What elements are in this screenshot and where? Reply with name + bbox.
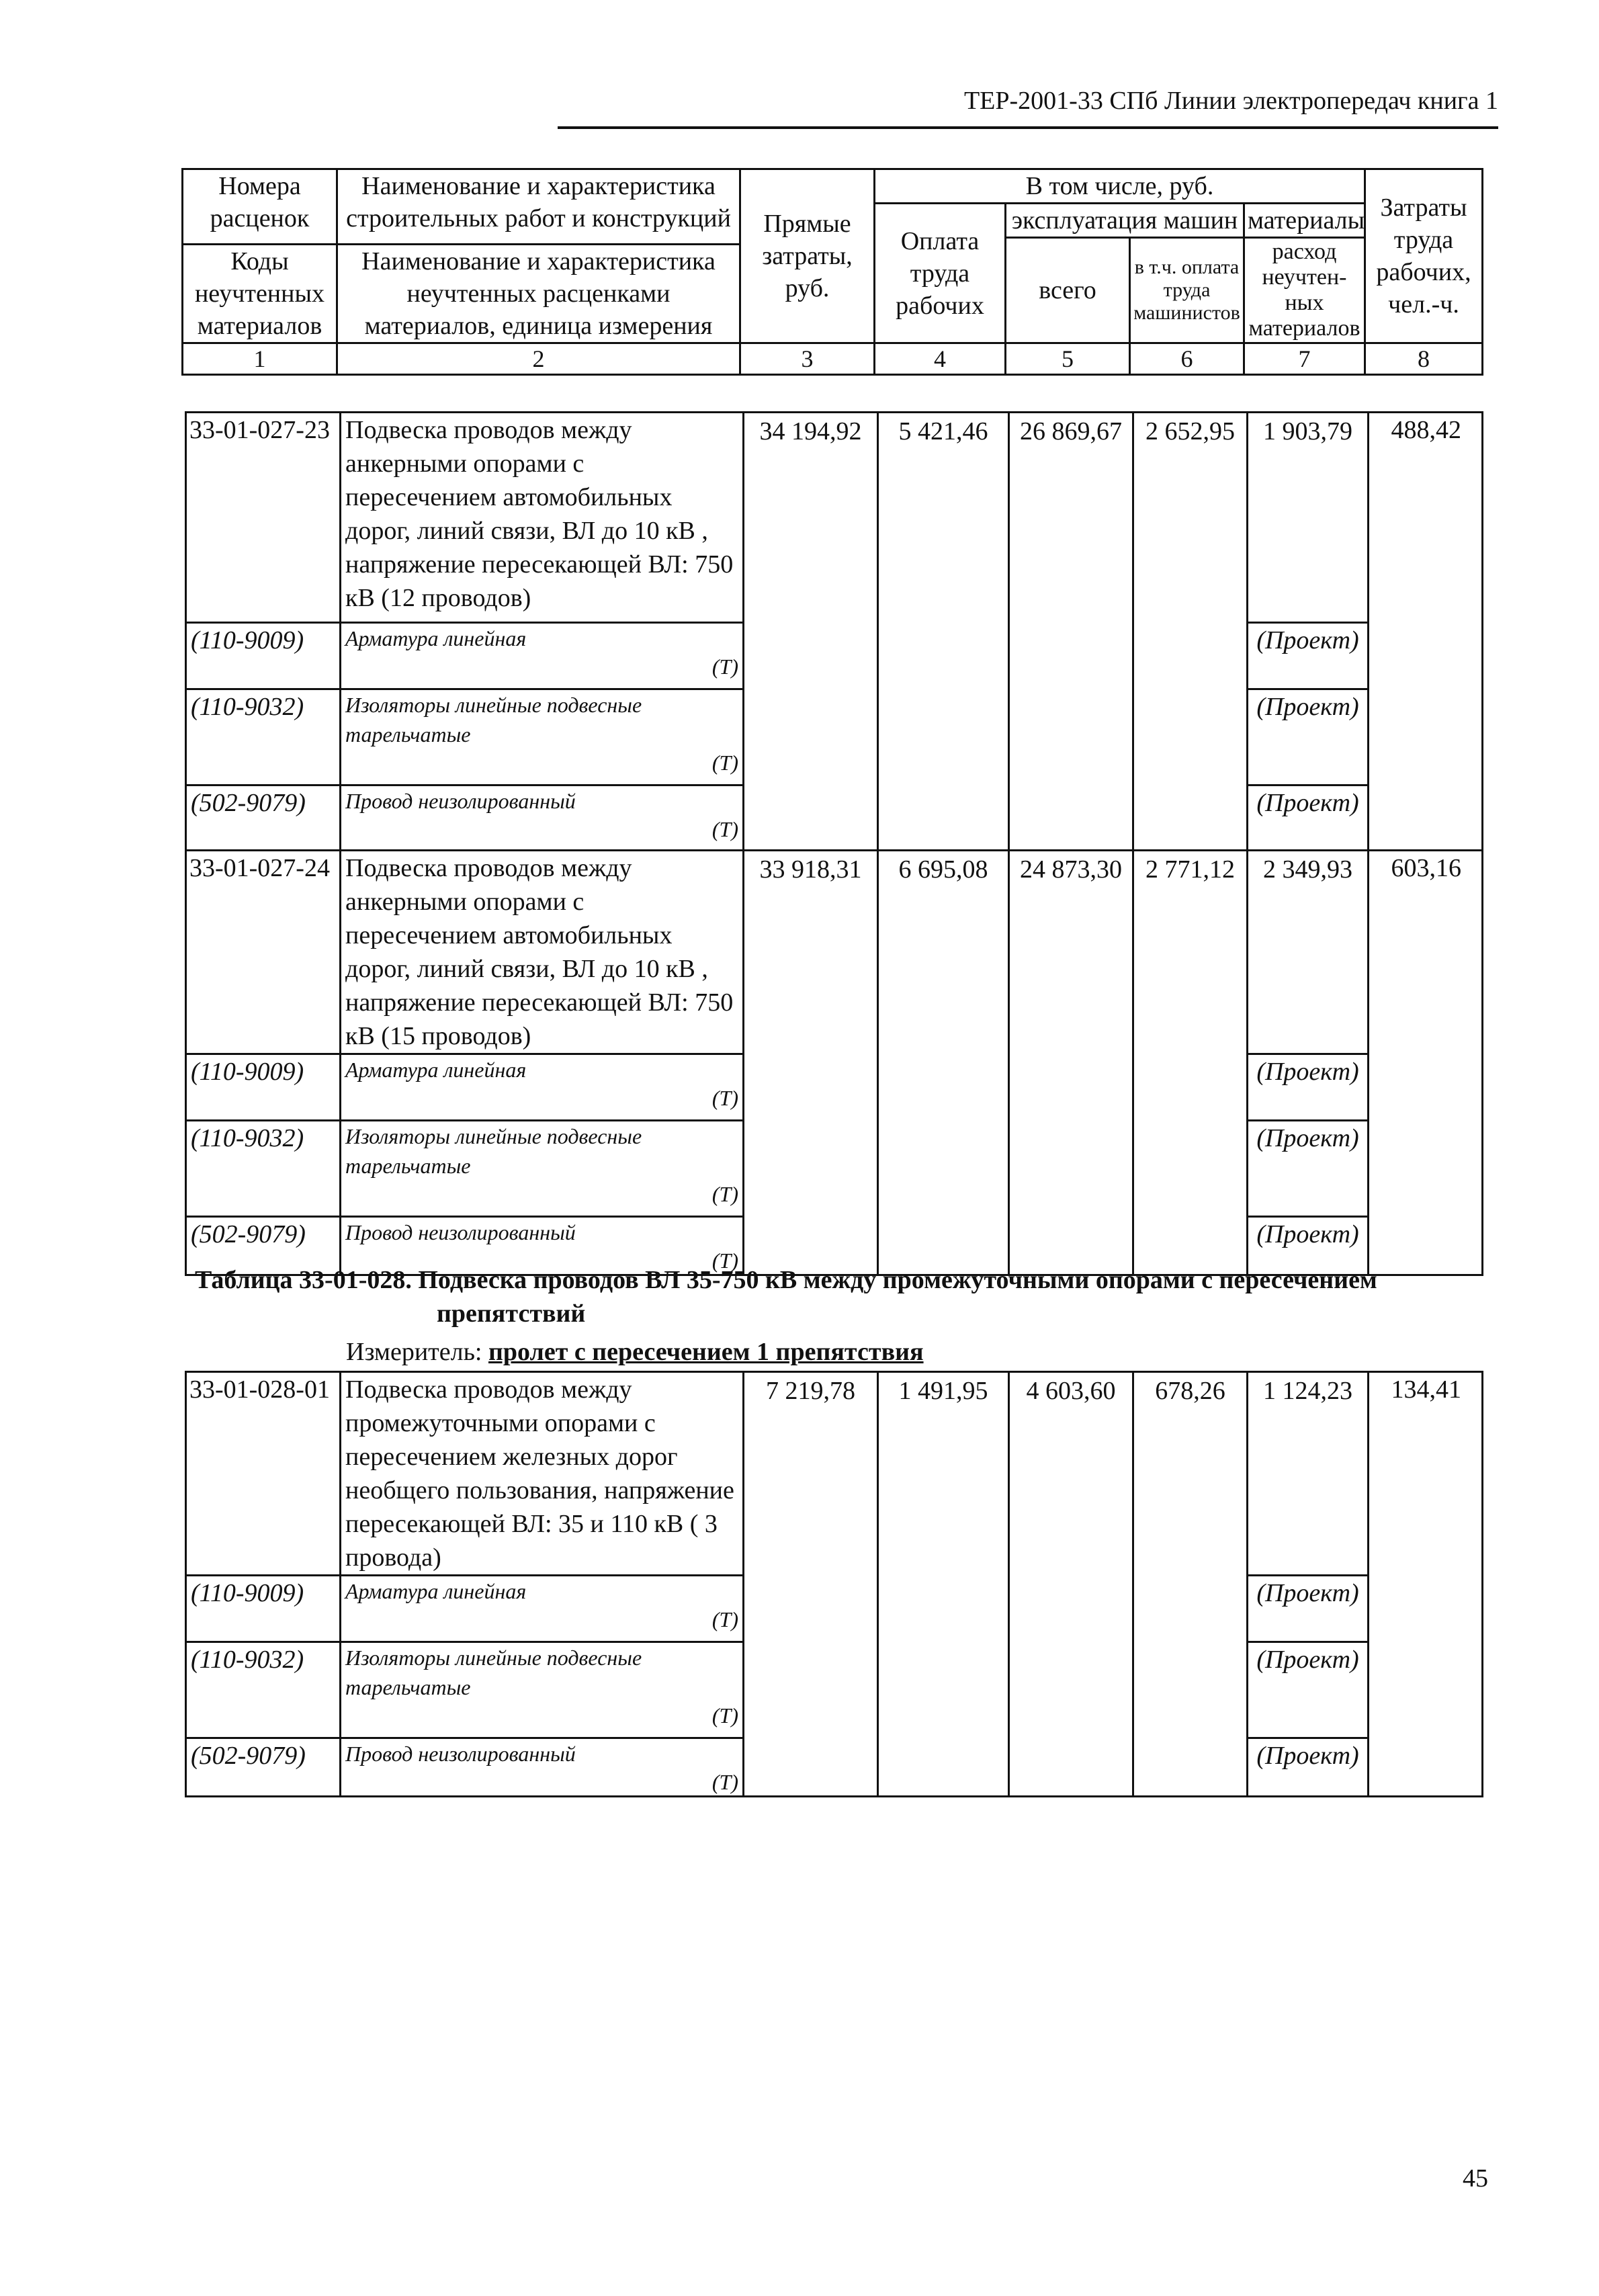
- rate-code: 33-01-028-01: [186, 1372, 341, 1576]
- header-material-names: Наименование и характеристика неучтенных расценками материалов, единица измерения: [337, 245, 740, 343]
- material-name: Изоляторы линейные подвесные тарельчатые: [345, 693, 642, 747]
- unit-mark: (Т): [711, 1248, 738, 1273]
- unit-mark: (Т): [711, 751, 738, 775]
- direct-costs: 7 219,78: [744, 1372, 878, 1797]
- project-mark: (Проект): [1248, 1576, 1369, 1642]
- rate-code: 33-01-027-24: [186, 851, 341, 1054]
- header-machines: эксплуатация машин: [1006, 204, 1244, 238]
- material-name: Провод неизолированный: [345, 1220, 576, 1244]
- project-mark: (Проект): [1248, 1054, 1369, 1121]
- material-code: (110-9009): [186, 623, 341, 689]
- material-name: Провод неизолированный: [345, 789, 576, 813]
- col-number-2: 2: [337, 343, 740, 375]
- labor-hours: 134,41: [1369, 1372, 1483, 1797]
- project-mark: (Проект): [1248, 623, 1369, 689]
- rates-table-028: [185, 1371, 1483, 1797]
- header-work-name: Наименование и характеристика строительных работ и конструкций: [337, 169, 740, 245]
- project-mark: (Проект): [1248, 1738, 1369, 1797]
- header-including-group: В том числе, руб.: [875, 169, 1365, 204]
- material-code: (110-9032): [186, 689, 341, 785]
- material-code: (502-9079): [186, 785, 341, 851]
- labor-hours: 603,16: [1369, 851, 1483, 1275]
- direct-costs: 34 194,92: [744, 413, 878, 851]
- col-number-5: 5: [1006, 343, 1130, 375]
- unit-mark: (Т): [711, 654, 738, 679]
- unit-mark: (Т): [711, 817, 738, 841]
- project-mark: (Проект): [1248, 785, 1369, 851]
- material-code: (110-9009): [186, 1054, 341, 1121]
- table-caption-line2: препятствий: [437, 1300, 586, 1328]
- material-name: Арматура линейная: [345, 1579, 527, 1603]
- col-number-7: 7: [1244, 343, 1365, 375]
- unit-mark: (Т): [711, 1182, 738, 1206]
- material-code: (110-9009): [186, 1576, 341, 1642]
- header-materials: материалы: [1244, 204, 1365, 238]
- material-name: Провод неизолированный: [345, 1742, 576, 1766]
- material-code: (110-9032): [186, 1121, 341, 1217]
- header-direct-costs: Прямые затраты, руб.: [740, 169, 875, 343]
- project-mark: (Проект): [1248, 689, 1369, 785]
- page-number: 45: [1463, 2164, 1488, 2193]
- header-labor-hours: Затраты труда рабочих, чел.-ч.: [1365, 169, 1483, 343]
- header-labor-pay: Оплата труда рабочих: [875, 204, 1006, 343]
- labor-hours: 488,42: [1369, 413, 1483, 851]
- machinists-pay: 2 771,12: [1133, 851, 1248, 1275]
- header-rate-numbers: Номера расценок: [183, 169, 337, 245]
- labor-pay: 5 421,46: [878, 413, 1009, 851]
- material-name: Изоляторы линейные подвесные тарельчатые: [345, 1124, 642, 1178]
- table-header: [181, 168, 1483, 376]
- unit-mark: (Т): [711, 1607, 738, 1631]
- rate-name: Подвеска проводов между промежуточными опорами с пересечением железных дорог необщего пользования, напряжение пересекающей ВЛ: 35 и 110 кВ ( 3 провода): [341, 1372, 744, 1576]
- header-machines-total: всего: [1006, 238, 1130, 343]
- labor-pay: 1 491,95: [878, 1372, 1009, 1797]
- header-material-codes: Коды неучтенных материалов: [183, 245, 337, 343]
- material-code: (110-9032): [186, 1642, 341, 1738]
- machinists-pay: 2 652,95: [1133, 413, 1248, 851]
- col-number-1: 1: [183, 343, 337, 375]
- materials-cost: 1 124,23: [1248, 1372, 1369, 1576]
- table-row: [186, 851, 1483, 1054]
- unit-mark: (Т): [711, 1086, 738, 1110]
- machines-total: 26 869,67: [1009, 413, 1133, 851]
- machinists-pay: 678,26: [1133, 1372, 1248, 1797]
- header-unaccounted-materials: расход неучтен-ных материалов: [1244, 238, 1365, 343]
- meter-label: Измеритель:: [346, 1338, 482, 1366]
- materials-cost: 1 903,79: [1248, 413, 1369, 623]
- meter-value: пролет с пересечением 1 препятствия: [488, 1338, 924, 1366]
- table-caption: [195, 1263, 1471, 1330]
- table-caption-line1: Таблица 33-01-028. Подвеска проводов ВЛ 35-750 кВ между промежуточными опорами с пересечением: [195, 1266, 1377, 1294]
- material-name: Арматура линейная: [345, 626, 527, 650]
- header-rule: [558, 126, 1498, 129]
- project-mark: (Проект): [1248, 1642, 1369, 1738]
- project-mark: (Проект): [1248, 1217, 1369, 1275]
- header-machinists-pay: в т.ч. оплата труда машинистов: [1130, 238, 1244, 343]
- rate-name: Подвеска проводов между анкерными опорами с пересечением автомобильных дорог, линий связи, ВЛ до 10 кВ , напряжение пересекающей ВЛ: 750 кВ (15 проводов): [341, 851, 744, 1054]
- labor-pay: 6 695,08: [878, 851, 1009, 1275]
- col-number-4: 4: [875, 343, 1006, 375]
- material-code: (502-9079): [186, 1738, 341, 1797]
- machines-total: 4 603,60: [1009, 1372, 1133, 1797]
- col-number-8: 8: [1365, 343, 1483, 375]
- page-header: ТЕР-2001-33 СПб Линии электропередач книга 1: [963, 87, 1498, 115]
- unit-mark: (Т): [711, 1770, 738, 1794]
- material-code: (502-9079): [186, 1217, 341, 1275]
- col-number-3: 3: [740, 343, 875, 375]
- table-row: [186, 1372, 1483, 1576]
- table-row: [186, 413, 1483, 623]
- unit-mark: (Т): [711, 1703, 738, 1728]
- measurement-unit: [346, 1337, 924, 1367]
- rates-table: [185, 411, 1483, 1276]
- materials-cost: 2 349,93: [1248, 851, 1369, 1054]
- machines-total: 24 873,30: [1009, 851, 1133, 1275]
- rate-code: 33-01-027-23: [186, 413, 341, 623]
- direct-costs: 33 918,31: [744, 851, 878, 1275]
- project-mark: (Проект): [1248, 1121, 1369, 1217]
- material-name: Арматура линейная: [345, 1058, 527, 1082]
- col-number-6: 6: [1130, 343, 1244, 375]
- rate-name: Подвеска проводов между анкерными опорами с пересечением автомобильных дорог, линий связи, ВЛ до 10 кВ , напряжение пересекающей ВЛ: 750 кВ (12 проводов): [341, 413, 744, 623]
- material-name: Изоляторы линейные подвесные тарельчатые: [345, 1646, 642, 1699]
